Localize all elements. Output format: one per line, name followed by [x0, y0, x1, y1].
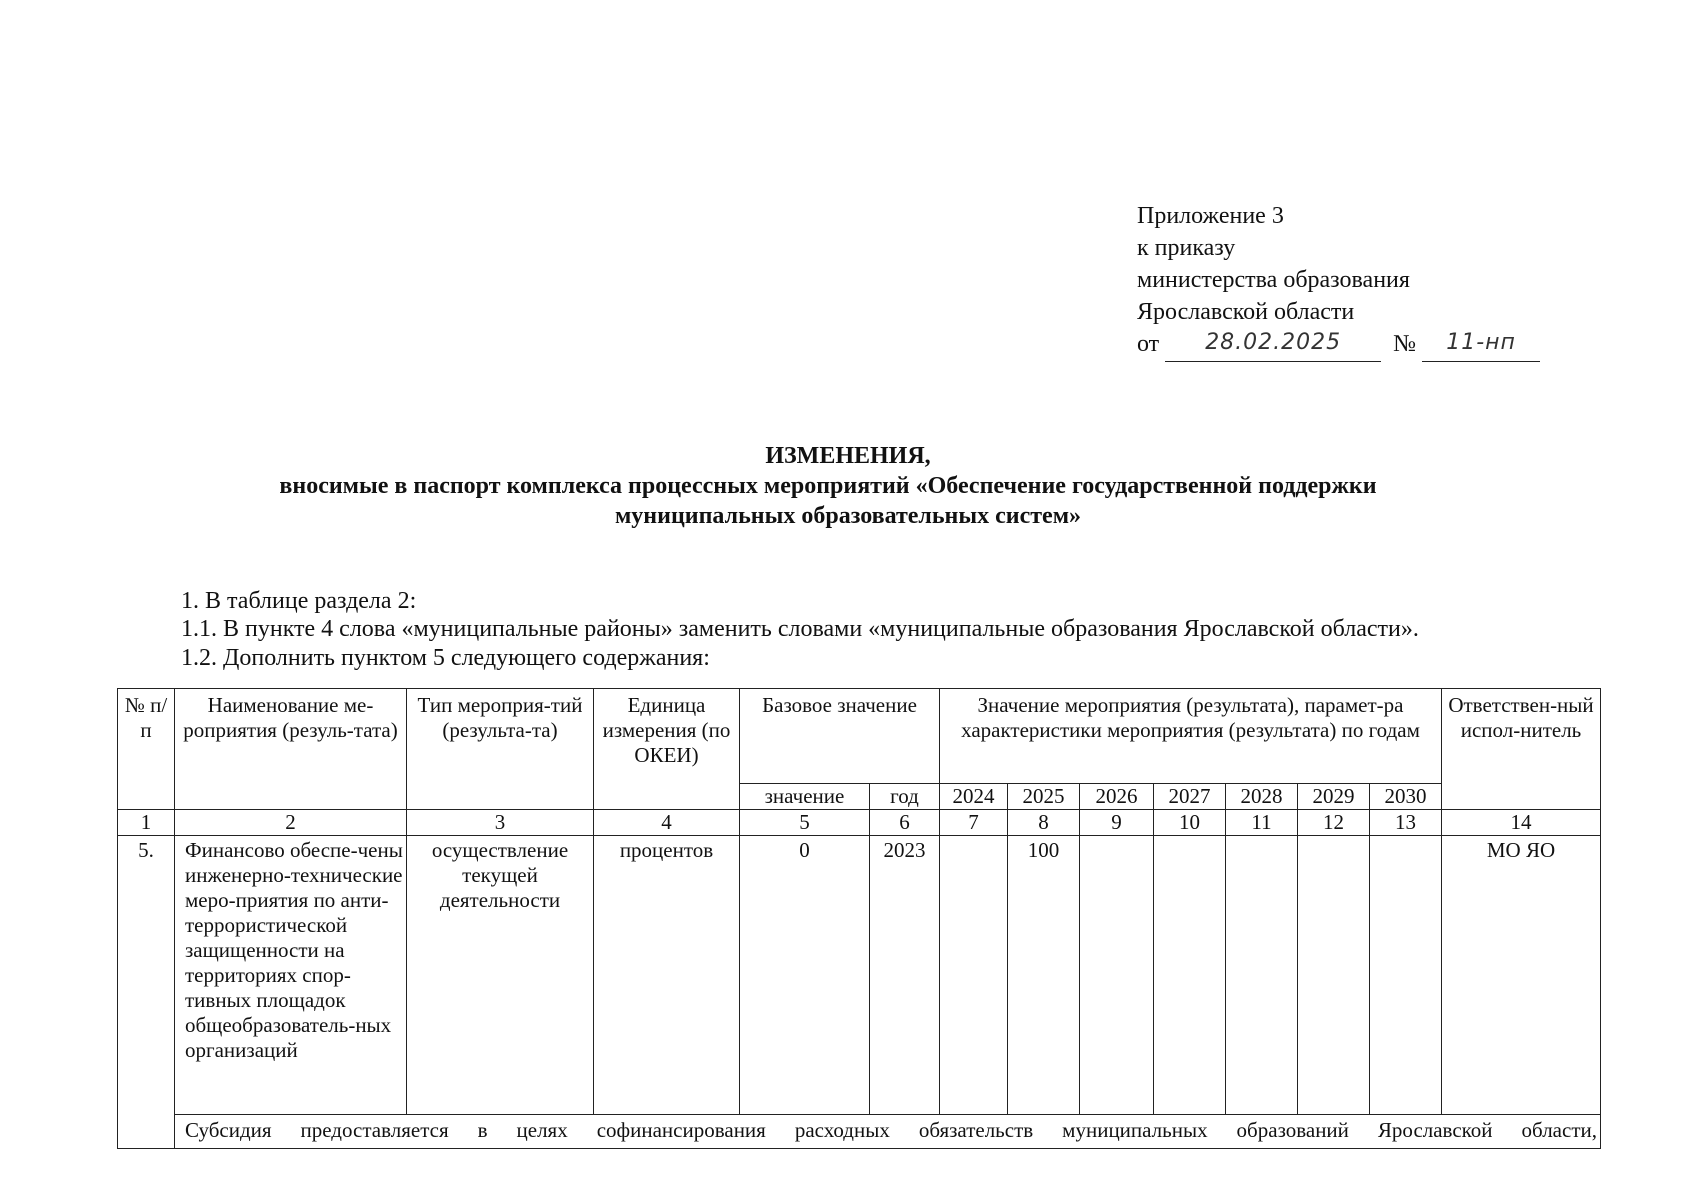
row-responsible: МО ЯО — [1442, 836, 1601, 1115]
paragraph-1-1: 1.1. В пункте 4 слова «муниципальные районы» заменить словами «муниципальные образования Ярославской области». — [181, 616, 1419, 642]
header-year-2025: 2025 — [1008, 784, 1080, 810]
row-number: 5. — [118, 836, 175, 1149]
col-number: 13 — [1370, 810, 1442, 836]
header-num: № п/п — [118, 689, 175, 810]
header-row-1 — [118, 689, 1601, 784]
paragraph-1: 1. В таблице раздела 2: — [181, 588, 417, 614]
header-year-2030: 2030 — [1370, 784, 1442, 810]
header-type: Тип мероприя-тий (результа-та) — [407, 689, 594, 810]
date-field — [1165, 328, 1381, 362]
document-title: ИЗМЕНЕНИЯ, — [765, 443, 931, 469]
row-value-2027 — [1154, 836, 1226, 1115]
row-base-year: 2023 — [870, 836, 940, 1115]
col-number: 12 — [1298, 810, 1370, 836]
row-value-2028 — [1226, 836, 1298, 1115]
col-number: 2 — [175, 810, 407, 836]
paragraph-1-2: 1.2. Дополнить пунктом 5 следующего содержания: — [181, 645, 710, 671]
header-base-year: год — [870, 784, 940, 810]
from-label: от — [1137, 331, 1160, 357]
appendix-block — [1137, 200, 1540, 362]
col-number: 10 — [1154, 810, 1226, 836]
appendix-line-1: Приложение 3 — [1137, 203, 1284, 229]
row-unit: процентов — [594, 836, 740, 1115]
row-base-value: 0 — [740, 836, 870, 1115]
header-year-2024: 2024 — [940, 784, 1008, 810]
header-base: Базовое значение — [740, 689, 940, 784]
note-text: Субсидия предоставляется в целях софинансирования расходных обязательств муниципальных образований Ярославской области, — [185, 1118, 1597, 1142]
column-numbers-row — [118, 810, 1601, 836]
col-number: 5 — [740, 810, 870, 836]
col-number: 6 — [870, 810, 940, 836]
appendix-line-2: к приказу — [1137, 235, 1236, 261]
header-base-value: значение — [740, 784, 870, 810]
row-measure-name: Финансово обеспе-чены инженерно-технические меро-приятия по анти-террористической защищенности на территориях спор-тивных площадок общеобразователь-ных организаций — [175, 836, 407, 1115]
col-number: 7 — [940, 810, 1008, 836]
number-label: № — [1393, 331, 1417, 357]
row-measure-type: осуществление текущей деятельности — [407, 836, 594, 1115]
header-unit: Единица измерения (по ОКЕИ) — [594, 689, 740, 810]
col-number: 9 — [1080, 810, 1154, 836]
header-name: Наименование ме-роприятия (резуль-тата) — [175, 689, 407, 810]
col-number: 11 — [1226, 810, 1298, 836]
row-value-2024 — [940, 836, 1008, 1115]
row-value-2025: 100 — [1008, 836, 1080, 1115]
handwritten-date: 28.02.2025 — [1205, 330, 1342, 355]
col-number: 1 — [118, 810, 175, 836]
header-values-by-year: Значение мероприятия (результата), парамет-ра характеристики мероприятия (результата) по годам — [940, 689, 1442, 784]
header-year-2027: 2027 — [1154, 784, 1226, 810]
table-row — [118, 836, 1601, 1115]
col-number: 4 — [594, 810, 740, 836]
row-value-2030 — [1370, 836, 1442, 1115]
header-year-2026: 2026 — [1080, 784, 1154, 810]
row-value-2029 — [1298, 836, 1370, 1115]
appendix-date-line — [1137, 328, 1540, 362]
note-cell — [175, 1115, 1601, 1149]
handwritten-number: 11-нп — [1446, 330, 1516, 355]
header-year-2028: 2028 — [1226, 784, 1298, 810]
col-number: 14 — [1442, 810, 1601, 836]
measures-table — [117, 688, 1601, 1149]
col-number: 3 — [407, 810, 594, 836]
appendix-line-4: Ярославской области — [1137, 299, 1355, 325]
row-value-2026 — [1080, 836, 1154, 1115]
header-responsible: Ответствен-ный испол-нитель — [1442, 689, 1601, 810]
header-year-2029: 2029 — [1298, 784, 1370, 810]
note-row — [118, 1115, 1601, 1149]
col-number: 8 — [1008, 810, 1080, 836]
document-subtitle-line-2: муниципальных образовательных систем» — [614, 503, 1082, 529]
appendix-line-3: министерства образования — [1137, 267, 1410, 293]
number-field — [1422, 328, 1540, 362]
document-subtitle-line-1: вносимые в паспорт комплекса процессных мероприятий «Обеспечение государственной поддержки — [279, 473, 1377, 499]
